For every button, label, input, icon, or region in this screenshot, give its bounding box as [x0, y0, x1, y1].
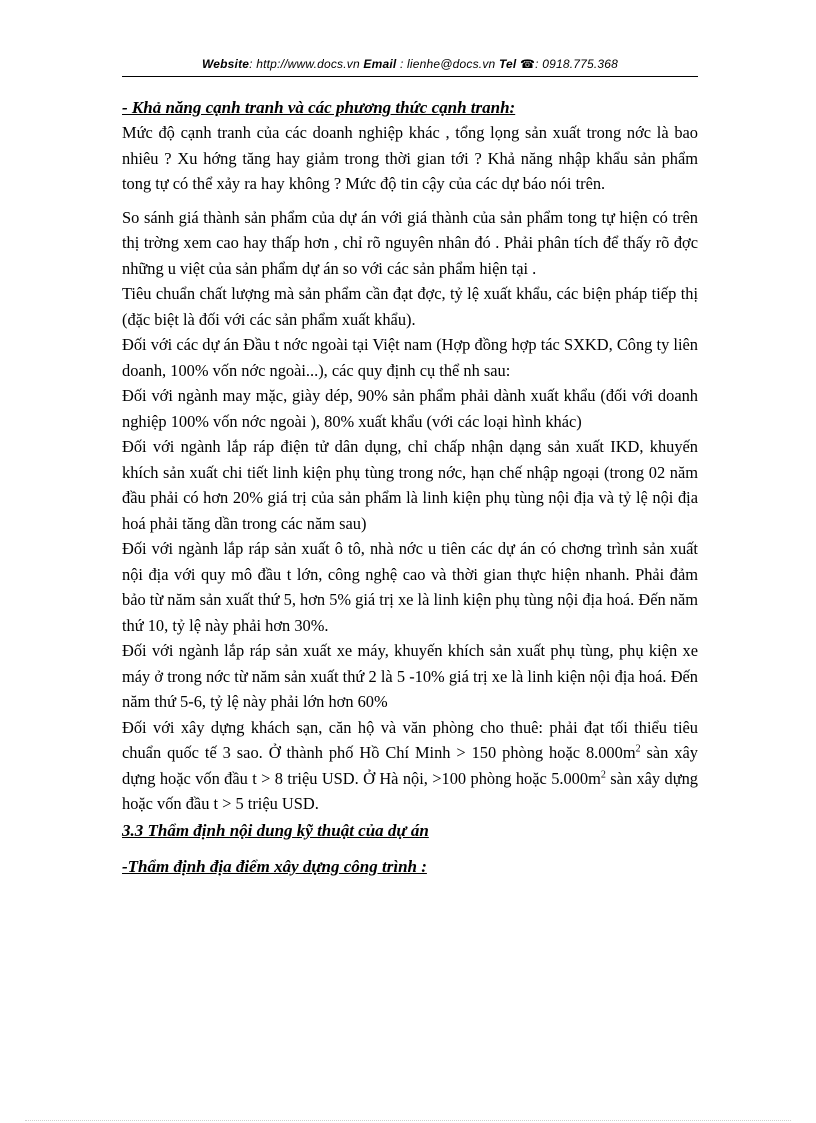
page-header — [122, 57, 698, 71]
paragraph-hotel-construction — [122, 715, 698, 817]
website-label: Website — [201, 57, 250, 71]
section-heading-competition: - Khả năng cạnh tranh và các phương thức cạnh tranh: — [122, 98, 516, 117]
paragraph-price-comparison: So sánh giá thành sản phẩm của dự án với giá thành của sản phẩm tong tự hiện có trên thị trờng xem cao hay thấp hơn , chỉ rõ nguyên nhân đó . Phải phân tích để thấy rõ đợc những u việt của sản phẩm dự án so với các sản phẩm hiện tại . — [122, 207, 698, 278]
tel-label: Tel — [498, 57, 517, 71]
paragraph-quality-standard: Tiêu chuẩn chất lượng mà sản phẩm cần đạt đợc, tỷ lệ xuất khẩu, các biện pháp tiếp thị (đặc biệt là đối với các sản phẩm xuất khẩu). — [122, 284, 698, 329]
paragraph-foreign-investment: Đối với các dự án Đầu t nớc ngoài tại Việt nam (Hợp đồng hợp tác SXKD, Công ty liên doanh, 100% vốn nớc ngoài...), các quy định cụ thể nh sau: — [122, 335, 698, 380]
email-value: : lienhe@docs.vn — [399, 57, 496, 71]
hotel-text-part2: sàn xây dựng hoặc vốn đầu t > 8 triệu USD. Ở Hà nội, >100 phòng hoặc 5.000m — [122, 743, 698, 788]
section-heading-technical-appraisal: 3.3 Thẩm định nội dung kỹ thuật của dự án — [122, 820, 429, 840]
document-body — [122, 96, 698, 879]
header-divider — [122, 76, 698, 77]
tel-value: : 0918.775.368 — [535, 57, 619, 71]
superscript-2: 2 — [635, 743, 641, 755]
section-heading-site-appraisal: -Thẩm định địa điểm xây dựng công trình : — [122, 856, 427, 876]
paragraph-competition-level: Mức độ cạnh tranh của các doanh nghiệp khác , tổng lọng sản xuất trong nớc là bao nhiêu ? Xu hớng tăng hay giảm trong thời gian tới ? Khả năng nhập khẩu sản phẩm tong tự có thể xảy ra hay không ? Mức độ tin cậy của các dự báo nói trên. — [122, 123, 698, 193]
paragraph-garment-footwear: Đối với ngành may mặc, giày dép, 90% sản phẩm phải dành xuất khẩu (đối với doanh nghiệp 100% vốn nớc ngoài ), 80% xuất khẩu (với các loại hình khác) — [122, 386, 698, 431]
page-bottom-border — [25, 1120, 791, 1121]
website-value: : http://www.docs.vn — [249, 57, 360, 71]
paragraph-automobile: Đối với ngành lắp ráp sản xuất ô tô, nhà nớc u tiên các dự án có chơng trình sản xuất nội địa với quy mô đầu t lớn, công nghệ cao và thời gian thực hiện nhanh. Phải đảm bảo từ năm sản xuất thứ 5, hơn 5% giá trị xe là linh kiện phụ tùng nội địa hoá. Đến năm thứ 10, tỷ lệ này phải hơn 30%. — [122, 539, 698, 635]
email-label: Email — [363, 57, 397, 71]
hotel-text-part3: sàn xây dựng hoặc vốn đầu t > 5 triệu USD. — [122, 768, 698, 813]
superscript-2: 2 — [600, 769, 606, 781]
paragraph-motorbike: Đối với ngành lắp ráp sản xuất xe máy, khuyến khích sản xuất phụ tùng, phụ kiện xe máy ở trong nớc từ năm sản xuất thứ 2 là 5 -10% giá trị xe là linh kiện nội địa hoá. Đến năm thứ 5-6, tỷ lệ này phải lớn hơn 60% — [122, 641, 698, 711]
hotel-text-part1: Đối với xây dựng khách sạn, căn hộ và văn phòng cho thuê: phải đạt tối thiểu tiêu chuẩn quốc tế 3 sao. Ở thành phố Hồ Chí Minh > 150 phòng hoặc 8.000m — [122, 717, 698, 762]
phone-icon: ☎ — [520, 57, 536, 71]
paragraph-electronics: Đối với ngành lắp ráp điện tử dân dụng, chỉ chấp nhận dạng sản xuất IKD, khuyến khích sản xuất chi tiết linh kiện phụ tùng trong nớc, hạn chế nhập ngoại (trong 02 năm đầu phải có hơn 20% giá trị của sản phẩm là linh kiện phụ tùng nội địa và tỷ lệ nội địa hoá phải tăng dần trong các năm sau) — [122, 437, 698, 533]
